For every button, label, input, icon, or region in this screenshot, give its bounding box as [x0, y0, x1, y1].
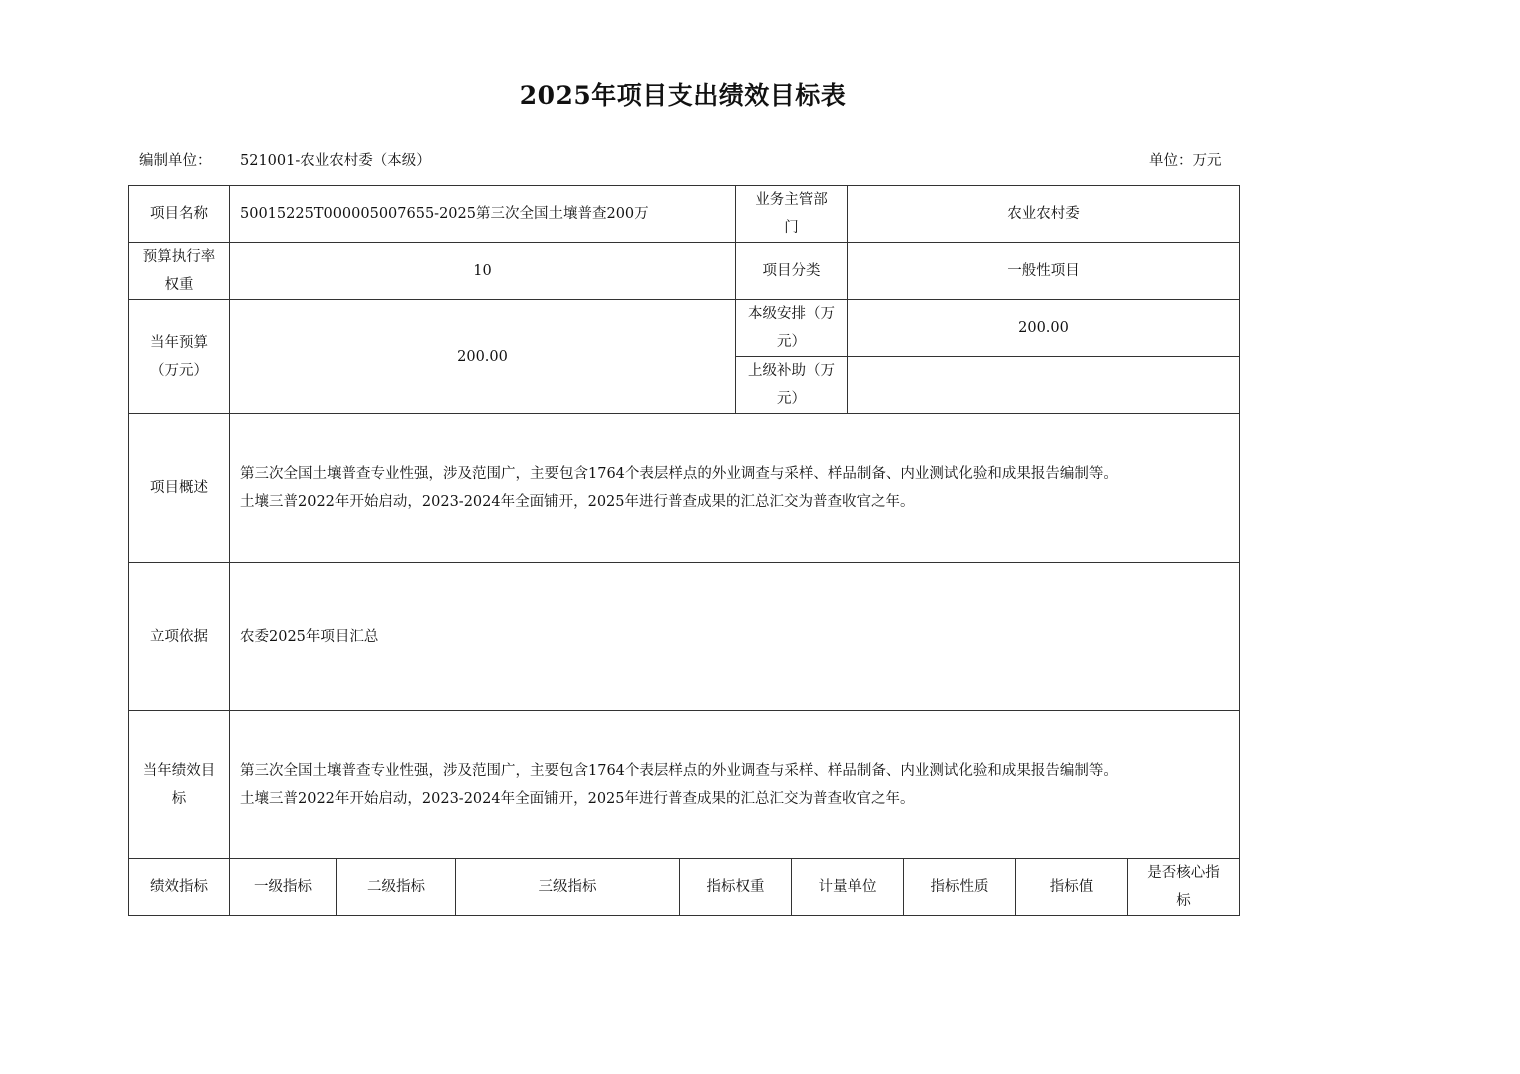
goal-line: 土壤三普2022年开始启动，2023-2024年全面铺开，2025年进行普查成果的汇总汇交为普查收官之年。: [240, 790, 915, 807]
goal-line: 第三次全国土壤普查专业性强，涉及范围广，主要包含1764个表层样点的外业调查与采样、样品制备、内业测试化验和成果报告编制等。: [240, 762, 1118, 779]
category-value: 一般性项目: [1007, 263, 1080, 279]
indicator-header-unit: 计量单位: [818, 879, 877, 895]
basis-value: 农委2025年项目汇总: [240, 628, 379, 645]
basis-label: 立项依据: [150, 628, 208, 645]
compiling-unit-value: 521001-农业农村委（本级）: [240, 153, 431, 169]
superior-subsidy-label: 上级补助（万 元）: [748, 363, 835, 407]
overview-line: 土壤三普2022年开始启动，2023-2024年全面铺开，2025年进行普查成果的汇总汇交为普查收官之年。: [240, 494, 915, 510]
indicator-header-level1: 一级指标: [254, 879, 312, 895]
overview-line: 第三次全国土壤普查专业性强，涉及范围广，主要包含1764个表层样点的外业调查与采样、样品制备、内业测试化验和成果报告编制等。: [240, 466, 1118, 482]
indicator-label: 绩效指标: [150, 879, 208, 895]
department-label: 业务主管部 门: [755, 192, 828, 236]
performance-goal-label: 当年绩效目 标: [142, 762, 216, 807]
superior-subsidy-value: [848, 357, 1239, 413]
budget-rate-label: 预算执行率 权重: [142, 249, 216, 293]
budget-rate-value: 10: [473, 263, 492, 279]
currency-unit: 单位：万元: [1149, 153, 1222, 169]
overview-value: [230, 414, 1239, 562]
project-name-value: 50015225T000005007655-2025第三次全国土壤普查200万: [240, 206, 649, 222]
table-border-bottom: [128, 915, 1240, 916]
annual-budget-value: 200.00: [457, 348, 508, 365]
indicator-header-weight: 指标权重: [706, 879, 765, 895]
indicator-header-level3: 三级指标: [538, 879, 597, 895]
compiling-unit-label: 编制单位：: [139, 153, 212, 169]
indicator-header-level2: 二级指标: [367, 879, 425, 895]
project-name-label: 项目名称: [150, 206, 208, 222]
performance-goal-value: [230, 711, 1239, 858]
local-arrangement-label: 本级安排（万 元）: [748, 306, 835, 350]
page-title: 2025年项目支出绩效目标表: [519, 81, 847, 110]
overview-label: 项目概述: [150, 480, 208, 496]
indicator-header-nature: 指标性质: [930, 879, 989, 895]
indicator-header-value: 指标值: [1049, 879, 1094, 895]
category-label: 项目分类: [762, 263, 821, 279]
indicator-header-core: 是否核心指 标: [1147, 865, 1220, 909]
department-value: 农业农村委: [1007, 206, 1080, 222]
table-border-right: [1239, 185, 1240, 916]
local-arrangement-value: 200.00: [1018, 320, 1069, 336]
annual-budget-label: 当年预算 （万元）: [150, 334, 208, 379]
